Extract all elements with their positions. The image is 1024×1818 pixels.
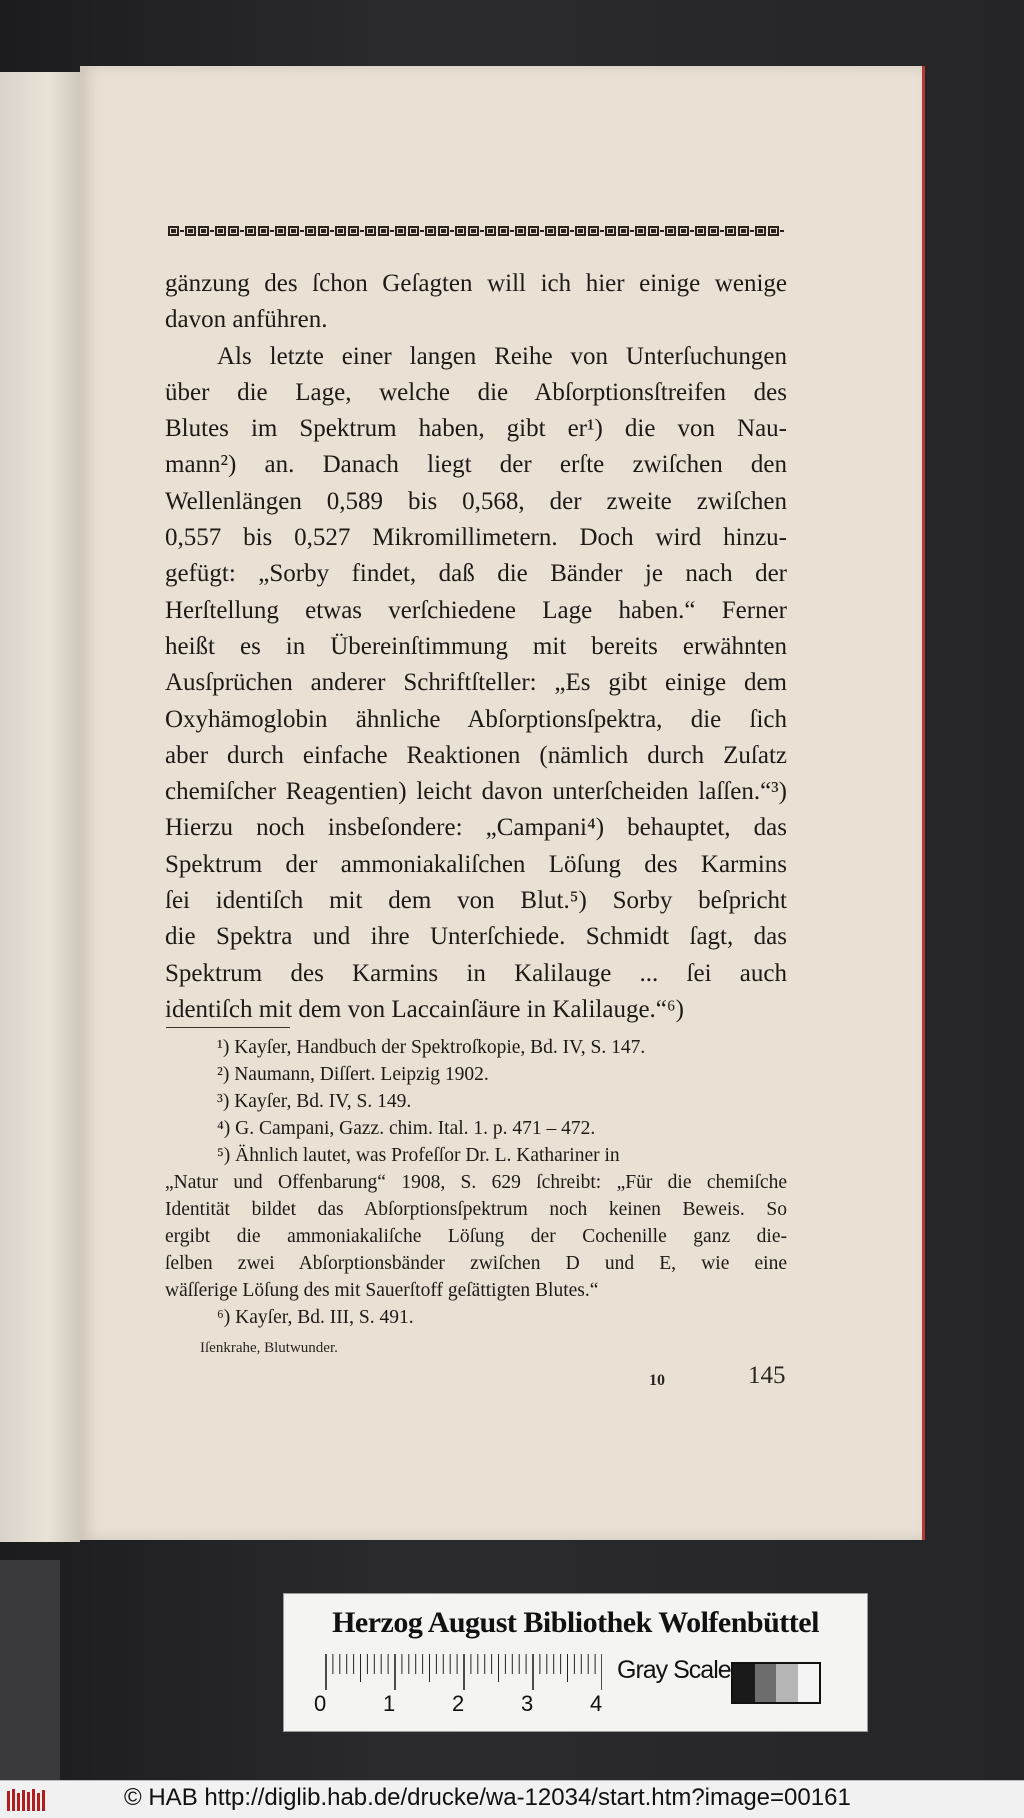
left-page-shadow [0,1560,60,1780]
ornament-unit [408,224,436,238]
ornament-unit [708,224,736,238]
ornament-unit [468,224,496,238]
library-color-card [283,1593,868,1732]
text-line: davon anführen. [165,306,328,334]
footnote-continued: ergibt die ammoniakaliſche Löſung der Cochenille ganz die- [165,1226,787,1247]
signature-line: Iſenkrahe, Blutwunder. [200,1340,338,1356]
footnotes [165,1034,787,1331]
ornament-unit [348,224,376,238]
text-line: gänzung des ſchon Geſagten will ich hier einige wenige [165,270,787,297]
body-text [165,266,787,1028]
footer-bar [0,1780,1024,1818]
text-line: heißt es in Übereinſtimmung mit bereits erwähnten [165,632,787,660]
hab-logo-icon [6,1787,48,1813]
footnote: ⁴) G. Campani, Gazz. chim. Ital. 1. p. 471 – 472. [217,1118,596,1139]
gray-swatch [733,1664,755,1702]
footnote-continued: „Natur und Offenbarung“ 1908, S. 629 ſchreibt: „Für die chemiſche [165,1172,787,1193]
gray-swatch [798,1664,820,1702]
footnote-rule [166,1027,290,1028]
book-page [80,66,925,1540]
text-line: Spektrum des Karmins in Kalilauge ... ſei auch [165,959,787,987]
text-line: identiſch mit dem von Laccainſäure in Kalilauge.“⁶) [165,995,684,1023]
text-line: Hierzu noch insbeſondere: „Campani⁴) behauptet, das [165,814,787,842]
ornament-unit [498,224,526,238]
ruler-number: 4 [590,1691,603,1716]
ruler-numbers [314,1691,614,1719]
ornament-unit [768,224,784,238]
text-line: über die Lage, welche die Abſorptionsſtreifen des [165,378,787,406]
ornament-unit [618,224,646,238]
footnote: ¹) Kayſer, Handbuch der Spektroſkopie, Bd. IV, S. 147. [217,1037,646,1058]
ornament-unit [228,224,256,238]
footnote-continued: wäſſerige Löſung des mit Sauerſtoff geſättigten Blutes.“ [165,1280,599,1301]
text-line: gefügt: „Sorby findet, daß die Bänder je nach der [165,560,787,588]
ornament-unit [528,224,556,238]
text-line: ſei identiſch mit dem von Blut.⁵) Sorby beſpricht [165,887,787,915]
text-line: Oxyhämoglobin ähnliche Abſorptionsſpektra, die ſich [165,705,787,733]
ornament-unit [318,224,346,238]
ruler-number: 1 [383,1691,396,1716]
ornament-unit [438,224,466,238]
footnote-continued: ſelben zwei Abſorptionsbänder zwiſchen D und E, wie eine [165,1253,787,1274]
signature-mark: 10 [649,1372,665,1389]
gray-swatch [755,1664,777,1702]
ornament-unit [648,224,676,238]
gray-swatch [776,1664,798,1702]
footnote: ³) Kayſer, Bd. IV, S. 149. [217,1091,412,1112]
ornament-unit [288,224,316,238]
ornament-unit [378,224,406,238]
text-line: Blutes im Spektrum haben, gibt er¹) die von Nau- [165,415,787,443]
text-line: Als letzte einer langen Reihe von Unterſuchungen [217,342,787,370]
text-line: Ausſprüchen anderer Schriftſteller: „Es gibt einige dem [165,669,787,697]
grayscale-swatches [731,1662,821,1704]
ruler-number: 2 [452,1691,465,1716]
page-number: 145 [748,1362,786,1389]
text-line: Herſtellung etwas verſchiedene Lage haben.“ Ferner [165,596,787,624]
footer-url[interactable]: © HAB http://diglib.hab.de/drucke/wa-12034/start.htm?image=00161 [124,1784,851,1811]
text-line: Wellenlängen 0,589 bis 0,568, der zweite zwiſchen [165,487,787,515]
left-page-edge [0,72,80,1542]
text-line: Spektrum der ammoniakaliſchen Löſung des Karmins [165,850,787,878]
text-line: mann²) an. Danach liegt der erſte zwiſchen den [165,451,787,479]
text-line: 0,557 bis 0,527 Mikromillimetern. Doch wird hinzu- [165,524,787,552]
text-line: chemiſcher Reagentien) leicht davon unterſcheiden laſſen.“³) [165,778,787,806]
header-ornament [168,224,784,240]
footnote: ⁶) Kayſer, Bd. III, S. 491. [217,1307,414,1328]
grayscale-label: Gray Scale [617,1656,731,1684]
text-line: aber durch einfache Reaktionen (nämlich durch Zuſatz [165,741,787,769]
ornament-unit [588,224,616,238]
ornament-unit [738,224,766,238]
library-name: Herzog August Bibliothek Wolfenbüttel [332,1606,819,1639]
ornament-unit [258,224,286,238]
text-line: die Spektra und ihre Unterſchiede. Schmidt ſagt, das [165,923,787,951]
footnote: ²) Naumann, Diſſert. Leipzig 1902. [217,1064,489,1085]
ornament-unit [558,224,586,238]
footnote-continued: Identität bildet das Abſorptionsſpektrum noch keinen Beweis. So [165,1199,787,1220]
ornament-unit [678,224,706,238]
ornament-unit [198,224,226,238]
ruler-number: 3 [521,1691,534,1716]
ornament-unit [168,224,196,238]
ruler-number: 0 [314,1691,327,1716]
ruler-scale [322,1654,602,1694]
footnote: ⁵) Ähnlich lautet, was Profeſſor Dr. L. Kathariner in [217,1145,620,1166]
